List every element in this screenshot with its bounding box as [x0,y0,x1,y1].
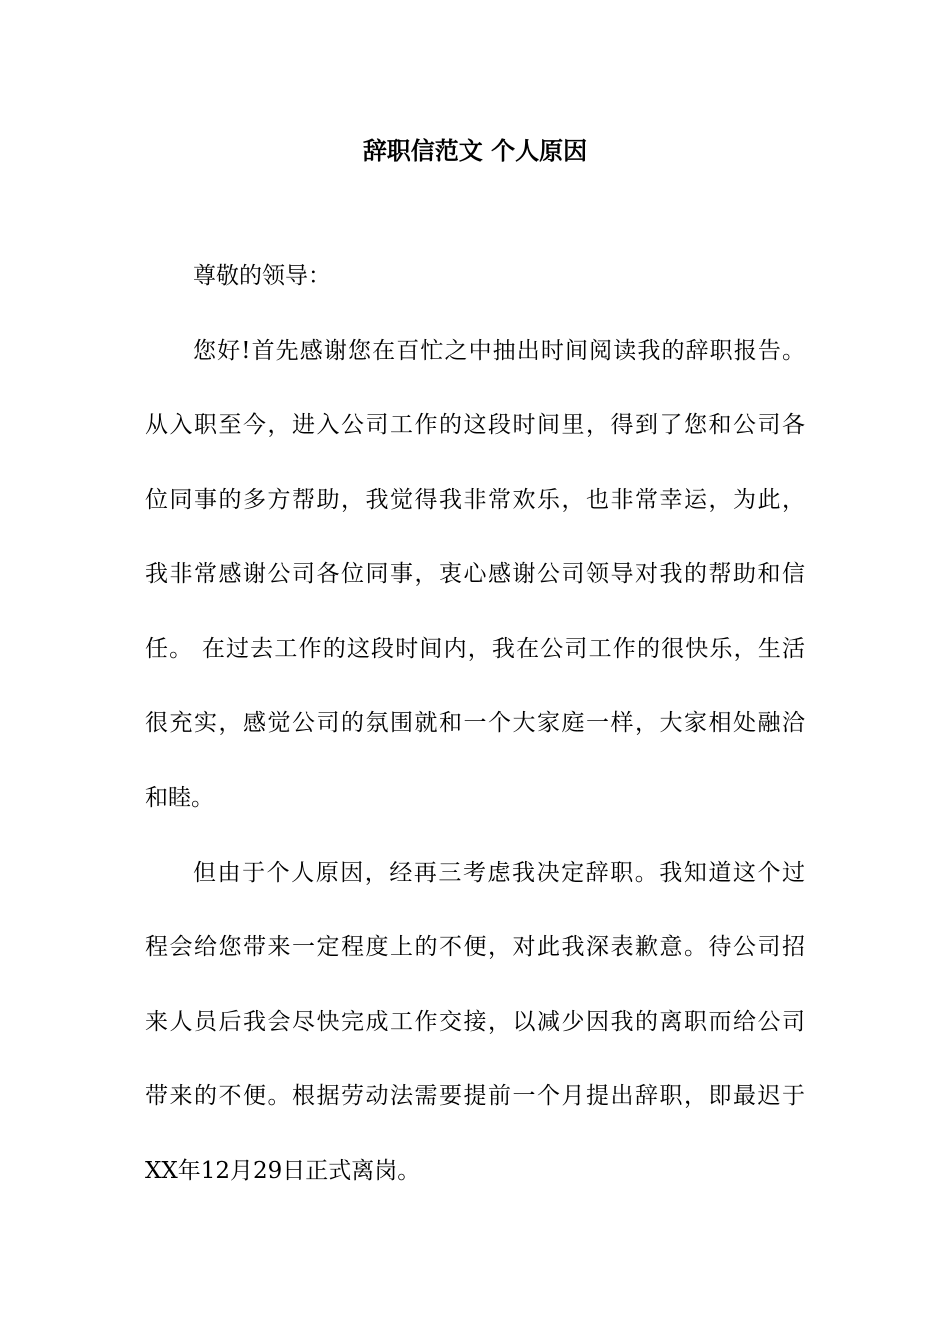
body-line-12: XX年12月29日正式离岗。 [145,1158,421,1184]
body-line-8: 但由于个人原因，经再三考虑我决定辞职。我知道这个过 [193,860,805,886]
body-line-2: 从入职至今，进入公司工作的这段时间里，得到了您和公司各 [145,412,805,438]
body-line-3: 位同事的多方帮助，我觉得我非常欢乐，也非常幸运，为此， [145,487,805,513]
body-line-7: 和睦。 [145,785,214,811]
body-line-5: 任。 在过去工作的这段时间内，我在公司工作的很快乐，生活 [145,636,805,662]
body-line-1: 您好!首先感谢您在百忙之中抽出时间阅读我的辞职报告。 [193,338,805,364]
body-line-10: 来人员后我会尽快完成工作交接，以减少因我的离职而给公司 [145,1009,805,1035]
salutation: 尊敬的领导： [193,263,331,289]
body-line-6: 很充实，感觉公司的氛围就和一个大家庭一样，大家相处融洽 [145,710,805,736]
body-line-11: 带来的不便。根据劳动法需要提前一个月提出辞职，即最迟于 [145,1083,805,1109]
body-line-4: 我非常感谢公司各位同事，衷心感谢公司领导对我的帮助和信 [145,561,805,587]
body-line-9: 程会给您带来一定程度上的不便，对此我深表歉意。待公司招 [145,934,805,960]
document-title: 辞职信范文 个人原因 [362,137,588,165]
